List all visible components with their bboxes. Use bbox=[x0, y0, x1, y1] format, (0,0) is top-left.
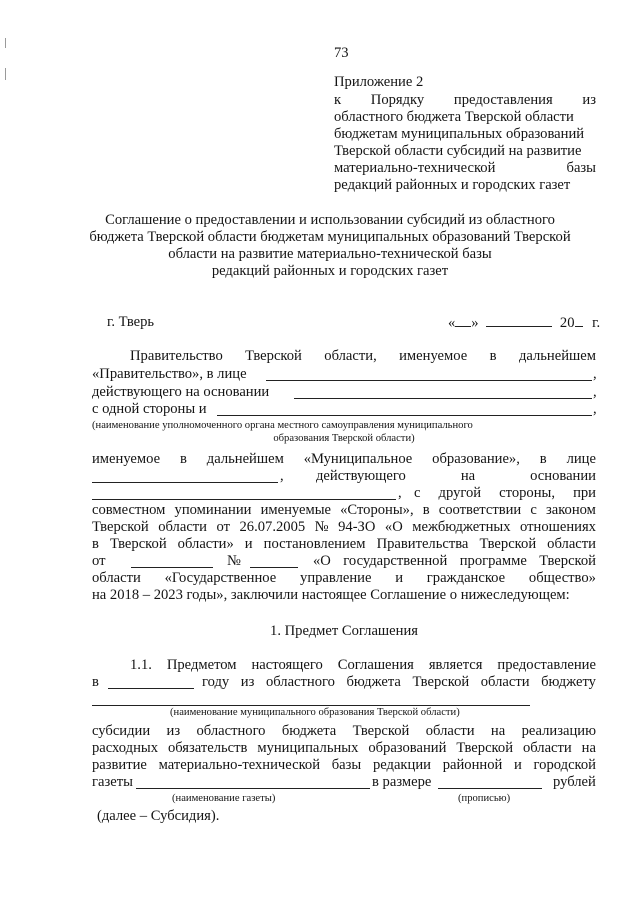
resolution-date-blank bbox=[131, 567, 213, 568]
note-in-words: (прописью) bbox=[458, 793, 511, 804]
p2-line-4: совместном упоминании именуемые «Стороны», в соответствии с законом bbox=[92, 502, 596, 518]
amount-blank bbox=[438, 788, 542, 789]
date-open-quote: « bbox=[448, 315, 456, 331]
newspaper-name-blank bbox=[136, 788, 370, 789]
p2-line-2: действующего на основании bbox=[316, 468, 596, 484]
appendix-line-4: Тверской области субсидий на развитие bbox=[334, 143, 582, 159]
s1-line-7: (далее – Субсидия). bbox=[97, 808, 220, 824]
scan-margin-mark bbox=[5, 38, 6, 48]
note-newspaper: (наименование газеты) bbox=[172, 793, 276, 804]
scan-margin-mark bbox=[5, 68, 6, 80]
heading-line-3: области на развитие материально-технической базы bbox=[168, 246, 492, 262]
place-label: г. Тверь bbox=[107, 314, 155, 330]
appendix-title: Приложение 2 bbox=[334, 74, 424, 90]
s1-line-6-rub: рублей bbox=[553, 774, 596, 790]
organization-blank bbox=[217, 415, 592, 416]
year-prefix: 20 bbox=[559, 315, 575, 331]
representative-blank bbox=[266, 380, 592, 381]
mo-representative-blank bbox=[92, 482, 278, 483]
year-blank bbox=[575, 313, 583, 327]
p1-line-1: Правительство Тверской области, именуемое в дальнейшем bbox=[130, 348, 596, 364]
comma: , bbox=[593, 366, 597, 382]
comma: , bbox=[398, 485, 402, 501]
heading-line-1: Соглашение о предоставлении и использовании субсидий из областного bbox=[105, 212, 555, 228]
note-organization-2: образования Тверской области) bbox=[273, 433, 415, 444]
appendix-line-6: редакций районных и городских газет bbox=[334, 177, 571, 193]
date-line bbox=[448, 313, 600, 332]
heading-line-4: редакций районных и городских газет bbox=[211, 263, 449, 279]
p1-line-2: «Правительство», в лице bbox=[92, 366, 247, 382]
date-close-quote: » bbox=[471, 315, 479, 331]
heading-line-2: бюджета Тверской области бюджетам муниципальных образований Тверской bbox=[89, 229, 571, 245]
appendix-line-1: к Порядку предоставления из bbox=[334, 92, 596, 108]
year-blank-s1 bbox=[108, 688, 194, 689]
resolution-number-blank bbox=[250, 567, 298, 568]
s1-line-2-tail: году из областного бюджета Тверской области бюджету bbox=[202, 674, 596, 690]
p2-line-7-num: № bbox=[227, 553, 241, 569]
basis-blank bbox=[294, 398, 592, 399]
s1-line-6-amount: в размере bbox=[372, 774, 432, 790]
comma: , bbox=[593, 401, 597, 417]
s1-line-6-gazety: газеты bbox=[92, 774, 133, 790]
day-blank bbox=[455, 313, 471, 327]
p2-line-7-tail: «О государственной программе Тверской bbox=[313, 553, 596, 569]
page-number: 73 bbox=[334, 45, 349, 61]
p2-line-8: области «Государственное управление и гражданское общество» bbox=[92, 570, 596, 586]
appendix-line-5: материально-технической базы bbox=[334, 160, 596, 176]
p2-line-1: именуемое в дальнейшем «Муниципальное образование», в лице bbox=[92, 451, 596, 467]
s1-line-3: субсидии из областного бюджета Тверской области на реализацию bbox=[92, 723, 596, 739]
mo-basis-blank bbox=[92, 499, 396, 500]
p2-line-6: в Тверской области» и постановлением Правительства Тверской области bbox=[92, 536, 596, 552]
year-suffix: г. bbox=[592, 315, 601, 331]
p1-line-3: действующего на основании bbox=[92, 384, 270, 400]
p1-line-4: с одной стороны и bbox=[92, 401, 207, 417]
comma: , bbox=[280, 468, 284, 484]
section-1-title: 1. Предмет Соглашения bbox=[270, 623, 418, 639]
appendix-line-3: бюджетам муниципальных образований bbox=[334, 126, 585, 142]
appendix-line-2: областного бюджета Тверской области bbox=[334, 109, 574, 125]
s1-line-2-v: в bbox=[92, 674, 99, 690]
p2-line-3: с другой стороны, при bbox=[414, 485, 596, 501]
comma: , bbox=[593, 384, 597, 400]
p2-line-5: Тверской области от 26.07.2005 № 94-ЗО «О межбюджетных отношениях bbox=[92, 519, 596, 535]
s1-line-5: развитие материально-технической базы редакции районной и городской bbox=[92, 757, 596, 773]
note-municipality: (наименование муниципального образования Тверской области) bbox=[170, 707, 460, 718]
p2-line-9: на 2018 – 2023 годы», заключили настоящее Соглашение о нижеследующем: bbox=[92, 587, 570, 603]
p2-line-7-from: от bbox=[92, 553, 106, 569]
s1-line-4: расходных обязательств муниципальных образований Тверской области на bbox=[92, 740, 596, 756]
s1-line-1: 1.1. Предметом настоящего Соглашения является предоставление bbox=[130, 657, 596, 673]
month-blank bbox=[486, 313, 552, 327]
note-organization-1: (наименование уполномоченного органа местного самоуправления муниципального bbox=[92, 420, 473, 431]
